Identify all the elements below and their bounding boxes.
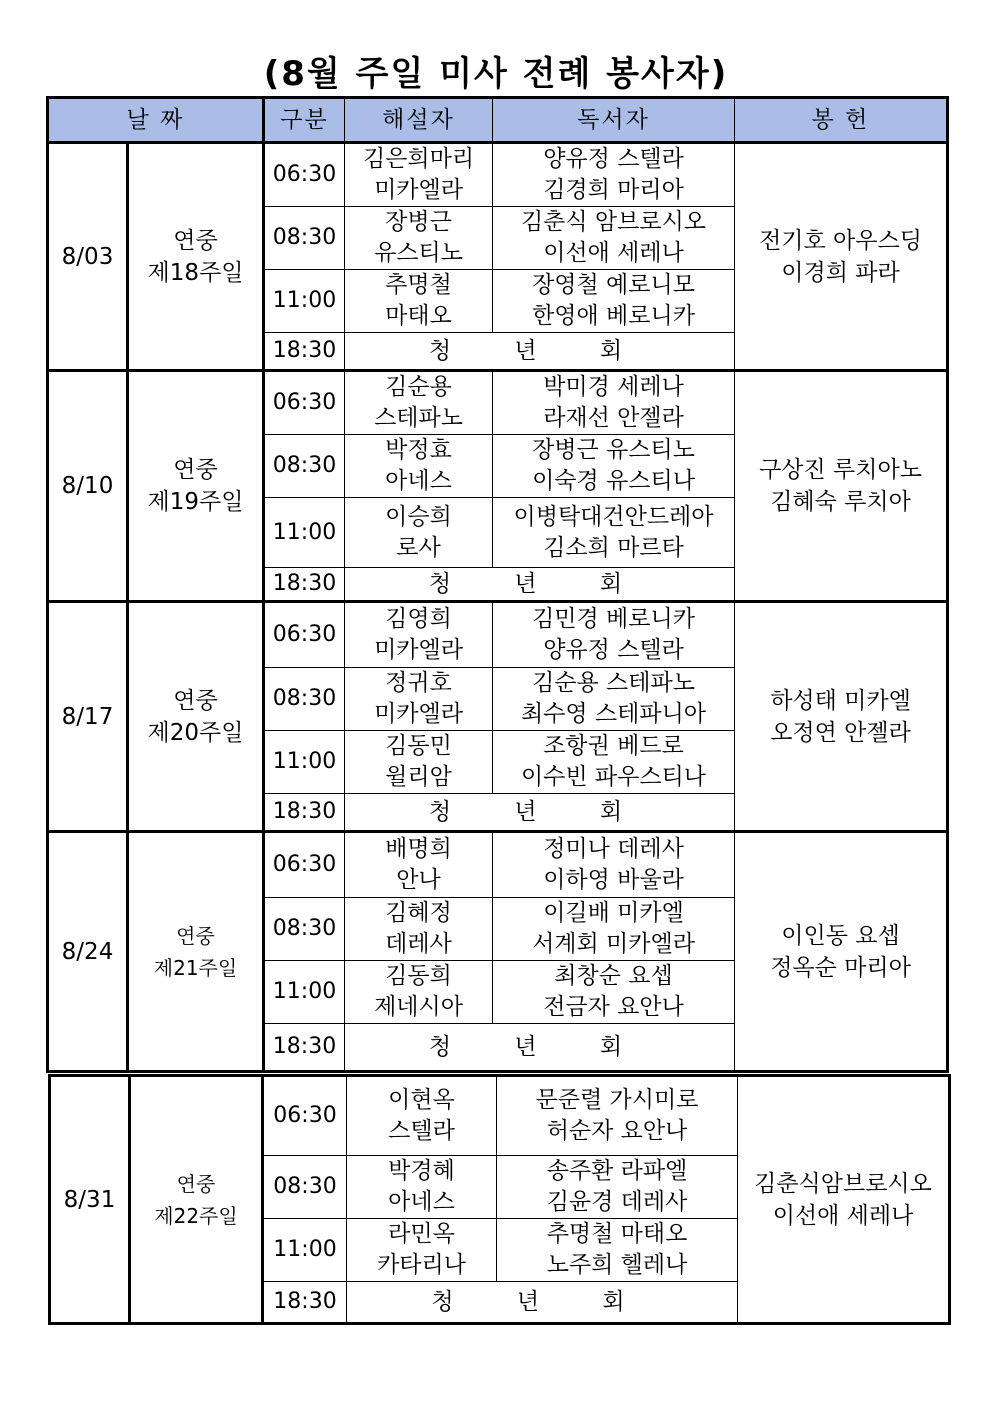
week-label-line1: 연중: [173, 227, 218, 254]
commentator-baptismal-name: 미카엘라: [374, 177, 463, 203]
commentator-cell: [347, 1219, 497, 1282]
commentator-cell: [347, 1076, 497, 1156]
commentator-name: 이현옥: [388, 1087, 455, 1113]
reader-cell: [493, 435, 735, 498]
commentator-baptismal-name: 제네시아: [374, 994, 463, 1020]
commentator-name: 박경혜: [388, 1158, 455, 1184]
reader-cell: [493, 668, 735, 731]
week-label-line2: 제22주일: [154, 1203, 238, 1228]
commentator-cell: [347, 1156, 497, 1219]
reader-1: 조항권 베드로: [543, 733, 684, 759]
reader-2: 노주희 헬레나: [546, 1252, 688, 1278]
commentator-baptismal-name: 마태오: [385, 303, 452, 329]
reader-1: 양유정 스텔라: [543, 146, 684, 172]
reader-cell: [493, 898, 735, 961]
offering-cell: [738, 1076, 950, 1324]
offering-1: 김춘식암브로시오: [754, 1170, 932, 1197]
reader-1: 박미경 세레나: [543, 374, 684, 400]
commentator-baptismal-name: 데레사: [385, 931, 452, 957]
reader-cell: [493, 498, 735, 568]
commentator-name: 김순용: [385, 374, 452, 400]
commentator-name: 추명철: [385, 272, 452, 298]
commentator-baptismal-name: 안나: [396, 867, 441, 893]
reader-1: 장영철 예로니모: [532, 272, 695, 298]
youth-group-cell: 청 년 회: [345, 794, 735, 832]
week-label-cell: [128, 602, 264, 832]
mass-row: [50, 1076, 950, 1156]
reader-2: 이숙경 유스티나: [532, 468, 695, 494]
commentator-baptismal-name: 미카엘라: [374, 701, 463, 727]
commentator-name: 김은희마리: [362, 146, 475, 172]
week-label-cell: [128, 143, 264, 371]
youth-group-cell: 청 년 회: [345, 568, 735, 602]
commentator-cell: [345, 498, 493, 568]
reader-1: 장병근 유스티노: [532, 437, 695, 463]
commentator-name: 라민옥: [388, 1221, 455, 1247]
header-date: 날 짜: [48, 98, 264, 143]
date-cell: 8/03: [48, 143, 128, 371]
time-cell: 18:30: [264, 1024, 345, 1072]
schedule-table-last: [48, 1074, 951, 1325]
reader-2: 최수영 스테파니아: [520, 701, 707, 727]
commentator-cell: [345, 143, 493, 207]
commentator-baptismal-name: 윌리암: [385, 764, 452, 790]
week-label-line2: 제20주일: [147, 719, 244, 746]
week-label-cell: [128, 832, 264, 1072]
reader-2: 김경희 마리아: [543, 177, 684, 203]
commentator-cell: [345, 961, 493, 1024]
commentator-cell: [345, 371, 493, 435]
commentator-name: 김동민: [385, 733, 452, 759]
reader-2: 김윤경 데레사: [546, 1189, 688, 1215]
header-row: [48, 98, 948, 143]
commentator-name: 김혜정: [385, 900, 452, 926]
week-label-line2: 제19주일: [147, 489, 244, 515]
commentator-cell: [345, 270, 493, 333]
offering-cell: [735, 143, 948, 371]
commentator-cell: [345, 435, 493, 498]
youth-group-cell: 청 년 회: [345, 1024, 735, 1072]
reader-cell: [493, 270, 735, 333]
week-label-line1: 연중: [176, 1171, 216, 1196]
mass-row: [48, 371, 948, 435]
reader-1: 김민경 베로니카: [532, 606, 695, 632]
commentator-name: 장병근: [385, 209, 452, 235]
mass-row: [48, 602, 948, 668]
time-cell: 08:30: [264, 207, 345, 270]
time-cell: 08:30: [264, 898, 345, 961]
schedule-table: [46, 96, 949, 1073]
date-cell: 8/17: [48, 602, 128, 832]
time-cell: 08:30: [264, 668, 345, 731]
commentator-cell: [345, 898, 493, 961]
mass-row: [48, 143, 948, 207]
commentator-cell: [345, 668, 493, 731]
time-cell: 06:30: [264, 602, 345, 668]
reader-cell: [497, 1156, 738, 1219]
time-cell: 11:00: [264, 498, 345, 568]
date-cell: 8/10: [48, 371, 128, 602]
commentator-baptismal-name: 로사: [396, 534, 441, 561]
time-cell: 06:30: [264, 832, 345, 898]
commentator-name: 이승희: [385, 503, 452, 530]
reader-2: 허순자 요안나: [546, 1118, 688, 1144]
week-label-line1: 연중: [176, 923, 215, 948]
page-title: (8월 주일 미사 전례 봉사자): [263, 54, 729, 94]
commentator-baptismal-name: 카타리나: [377, 1252, 466, 1278]
time-cell: 11:00: [264, 961, 345, 1024]
commentator-name: 배명희: [385, 836, 452, 862]
week-label-line1: 연중: [173, 687, 218, 714]
youth-group-cell: 청 년 회: [345, 333, 735, 371]
header-commentator: 해설자: [345, 98, 493, 143]
time-cell: 06:30: [264, 371, 345, 435]
reader-1: 최창순 요셉: [554, 963, 673, 989]
reader-2: 양유정 스텔라: [543, 637, 684, 663]
commentator-baptismal-name: 아네스: [385, 468, 452, 494]
reader-1: 김순용 스테파노: [532, 670, 695, 696]
reader-cell: [493, 731, 735, 794]
offering-2: 정옥순 마리아: [770, 954, 911, 981]
offering-cell: [735, 832, 948, 1072]
commentator-baptismal-name: 스텔라: [388, 1118, 455, 1144]
commentator-baptismal-name: 미카엘라: [374, 637, 463, 663]
reader-1: 이병탁대건안드레아: [513, 503, 714, 530]
offering-2: 오정연 안젤라: [770, 719, 911, 746]
reader-cell: [493, 207, 735, 270]
reader-cell: [493, 371, 735, 435]
reader-cell: [493, 961, 735, 1024]
reader-2: 한영애 베로니카: [532, 303, 695, 329]
reader-1: 추명철 마태오: [546, 1221, 688, 1247]
header-type: 구분: [264, 98, 345, 143]
reader-1: 정미나 데레사: [543, 836, 684, 862]
offering-1: 전기호 아우스딩: [759, 227, 922, 254]
week-label-line2: 제21주일: [153, 955, 238, 980]
time-cell: 18:30: [264, 794, 345, 832]
offering-2: 이경희 파라: [781, 259, 900, 286]
offering-2: 이선애 세레나: [772, 1202, 914, 1229]
time-cell: 11:00: [264, 270, 345, 333]
date-cell: 8/31: [50, 1076, 130, 1324]
reader-2: 서계회 미카엘라: [532, 931, 695, 957]
reader-1: 송주환 라파엘: [546, 1158, 688, 1184]
commentator-name: 정귀호: [385, 670, 452, 696]
offering-cell: [735, 602, 948, 832]
time-cell: 18:30: [263, 1282, 347, 1324]
commentator-baptismal-name: 스테파노: [374, 405, 463, 431]
commentator-cell: [345, 832, 493, 898]
week-label-cell: [128, 371, 264, 602]
reader-2: 라재선 안젤라: [543, 405, 684, 431]
date-cell: 8/24: [48, 832, 128, 1072]
header-offering: 봉 헌: [735, 98, 948, 143]
header-reader: 독서자: [493, 98, 735, 143]
commentator-name: 김영희: [385, 606, 452, 632]
commentator-name: 김동희: [385, 963, 452, 989]
time-cell: 08:30: [264, 435, 345, 498]
reader-1: 김춘식 암브로시오: [520, 209, 707, 235]
commentator-baptismal-name: 유스티노: [374, 240, 463, 266]
reader-cell: [493, 832, 735, 898]
time-cell: 11:00: [264, 731, 345, 794]
commentator-cell: [345, 207, 493, 270]
commentator-name: 박정효: [385, 437, 452, 463]
time-cell: 11:00: [263, 1219, 347, 1282]
youth-group-cell: 청 년 회: [347, 1282, 738, 1324]
week-label-line1: 연중: [173, 457, 218, 483]
reader-cell: [493, 602, 735, 668]
reader-cell: [493, 143, 735, 207]
time-cell: 06:30: [264, 143, 345, 207]
reader-1: 문준렬 가시미로: [535, 1087, 699, 1113]
time-cell: 08:30: [263, 1156, 347, 1219]
offering-1: 구상진 루치아노: [759, 457, 922, 483]
time-cell: 18:30: [264, 333, 345, 371]
time-cell: 06:30: [263, 1076, 347, 1156]
reader-cell: [497, 1219, 738, 1282]
reader-cell: [497, 1076, 738, 1156]
week-label-line2: 제18주일: [147, 259, 244, 286]
offering-1: 하성태 미카엘: [770, 687, 911, 714]
commentator-cell: [345, 602, 493, 668]
reader-2: 이수빈 파우스티나: [520, 764, 707, 790]
offering-1: 이인동 요셉: [781, 922, 900, 949]
reader-2: 이하영 바울라: [543, 867, 684, 893]
reader-2: 이선애 세레나: [543, 240, 684, 266]
time-cell: 18:30: [264, 568, 345, 602]
week-label-cell: [130, 1076, 263, 1324]
commentator-cell: [345, 731, 493, 794]
offering-2: 김혜숙 루치아: [770, 489, 911, 515]
mass-row: [48, 832, 948, 898]
commentator-baptismal-name: 아네스: [388, 1189, 455, 1215]
reader-2: 김소희 마르타: [543, 534, 684, 561]
offering-cell: [735, 371, 948, 602]
reader-2: 전금자 요안나: [543, 994, 684, 1020]
reader-1: 이길배 미카엘: [543, 900, 684, 926]
